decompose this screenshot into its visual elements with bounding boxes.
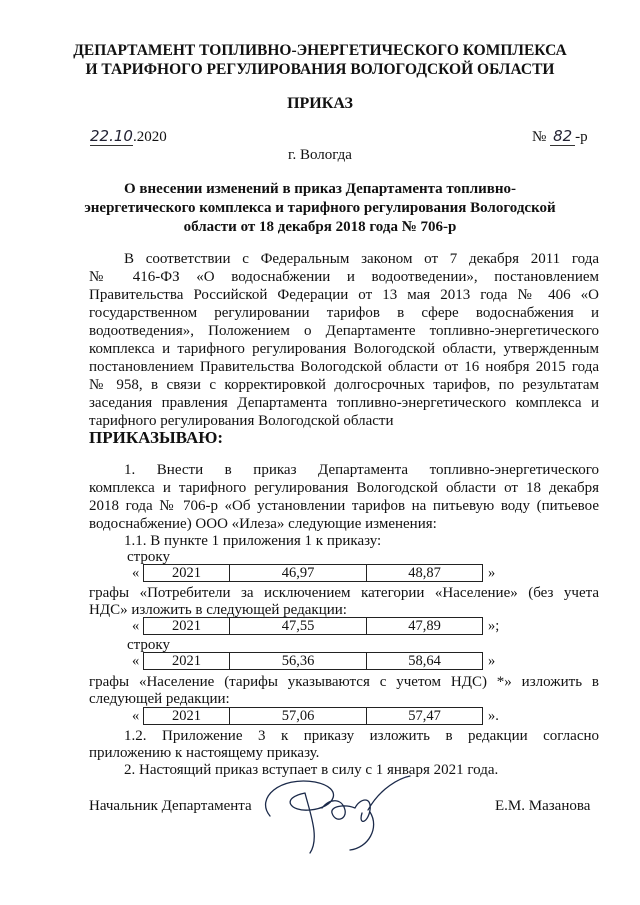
order-date xyxy=(90,127,167,146)
label-stroku: строку xyxy=(127,637,170,653)
department-name-line2: И ТАРИФНОГО РЕГУЛИРОВАНИЯ ВОЛОГОДСКОЙ ОБЛАСТИ xyxy=(85,61,555,78)
cell-year: 2021 xyxy=(144,653,230,669)
item1-line: 2018 года № 706-р «Об установлении тарифов на питьевую воду (питьевое xyxy=(89,498,599,514)
preamble-line: заседания правления Департамента топливно-энергетического комплекса и xyxy=(89,395,599,411)
tariff-row-cells xyxy=(143,564,483,582)
quote-close: » xyxy=(488,565,496,581)
quote-close: ». xyxy=(488,708,499,724)
city: г. Вологда xyxy=(288,147,352,163)
department-name-line1: ДЕПАРТАМЕНТ ТОПЛИВНО-ЭНЕРГЕТИЧЕСКОГО КОМПЛЕКСА xyxy=(73,42,567,59)
cell-value-1: 57,06 xyxy=(230,708,367,724)
date-year: .2020 xyxy=(132,129,167,145)
cell-year: 2021 xyxy=(144,708,230,724)
preamble-line: № 958, в связи с корректировкой долгосрочных тарифов, по результатам xyxy=(89,377,599,393)
tariff-row xyxy=(0,652,640,670)
cell-value-1: 46,97 xyxy=(230,565,367,581)
tariff-row xyxy=(0,707,640,725)
preamble-line: водоотведения», Положением о Департаменте топливно-энергетического xyxy=(89,323,599,339)
date-handwritten: 22.10 xyxy=(90,127,133,145)
cell-year: 2021 xyxy=(144,565,230,581)
tariff-row xyxy=(0,564,640,582)
cell-value-1: 47,55 xyxy=(230,618,367,634)
label-stroku: строку xyxy=(127,549,170,565)
cell-value-2: 48,87 xyxy=(408,565,441,581)
quote-close: »; xyxy=(488,618,500,634)
tariff-row-cells xyxy=(143,617,483,635)
order-number xyxy=(532,127,588,146)
item2: 2. Настоящий приказ вступает в силу с 1 января 2021 года. xyxy=(124,762,499,778)
graph1-line1: графы «Потребители за исключением категории «Население» (без учета xyxy=(89,585,599,601)
subitem-1-2-line2: приложению к настоящему приказу. xyxy=(89,745,320,761)
preamble-line: государственном регулировании тарифов в сфере водоснабжения и xyxy=(89,305,599,321)
preamble-line: постановлением Правительства Вологодской области от 16 ноября 2015 года xyxy=(89,359,599,375)
quote-close: » xyxy=(488,653,496,669)
number-handwritten: 82 xyxy=(550,127,575,146)
handwritten-signature xyxy=(250,768,420,858)
tariff-row-cells xyxy=(143,707,483,725)
tariff-row xyxy=(0,617,640,635)
graph2-line1: графы «Население (тарифы указываются с учетом НДС) *» изложить в xyxy=(89,674,599,690)
item1-line: комплекса и тарифного регулирования Вологодской области от 18 декабря xyxy=(89,480,599,496)
quote-open: « xyxy=(132,653,140,669)
preamble-line: № 416-ФЗ «О водоснабжении и водоотведении», постановлением xyxy=(89,269,599,285)
number-prefix: № xyxy=(532,129,547,145)
subitem-1-1: 1.1. В пункте 1 приложения 1 к приказу: xyxy=(124,533,382,549)
number-suffix: -р xyxy=(575,129,588,145)
graph2-line2: следующей редакции: xyxy=(89,691,230,707)
quote-open: « xyxy=(132,618,140,634)
cell-value-2: 57,47 xyxy=(408,708,441,724)
order-word: ПРИКАЗЫВАЮ: xyxy=(89,428,224,447)
order-title-line1: О внесении изменений в приказ Департамента топливно- xyxy=(123,181,517,197)
graph1-line2: НДС» изложить в следующей редакции: xyxy=(89,602,347,618)
preamble-line: комплекса и тарифного регулирования Вологодской области, утвержденным xyxy=(89,341,599,357)
preamble-line: В соответствии с Федеральным законом от 7 декабря 2011 года xyxy=(124,251,599,267)
cell-value-2: 58,64 xyxy=(408,653,441,669)
tariff-row-cells xyxy=(143,652,483,670)
item1-line: 1. Внести в приказ Департамента топливно-энергетического xyxy=(124,462,599,478)
quote-open: « xyxy=(132,708,140,724)
subitem-1-2-line1: 1.2. Приложение 3 к приказу изложить в редакции согласно xyxy=(124,728,599,744)
signatory-position: Начальник Департамента xyxy=(89,798,252,814)
cell-value-1: 56,36 xyxy=(230,653,367,669)
signatory-name: Е.М. Мазанова xyxy=(495,798,591,814)
document-type: ПРИКАЗ xyxy=(287,95,353,112)
preamble-last-line: тарифного регулирования Вологодской области xyxy=(89,413,394,429)
order-title-line2: энергетического комплекса и тарифного регулирования Вологодской xyxy=(84,200,556,216)
item1-last-line: водоснабжение) ООО «Илеза» следующие изменения: xyxy=(89,516,437,532)
order-title-line3: области от 18 декабря 2018 года № 706-р xyxy=(183,219,457,235)
preamble-line: Правительства Российской Федерации от 13 мая 2013 года № 406 «О xyxy=(89,287,599,303)
cell-year: 2021 xyxy=(144,618,230,634)
quote-open: « xyxy=(132,565,140,581)
cell-value-2: 47,89 xyxy=(408,618,441,634)
